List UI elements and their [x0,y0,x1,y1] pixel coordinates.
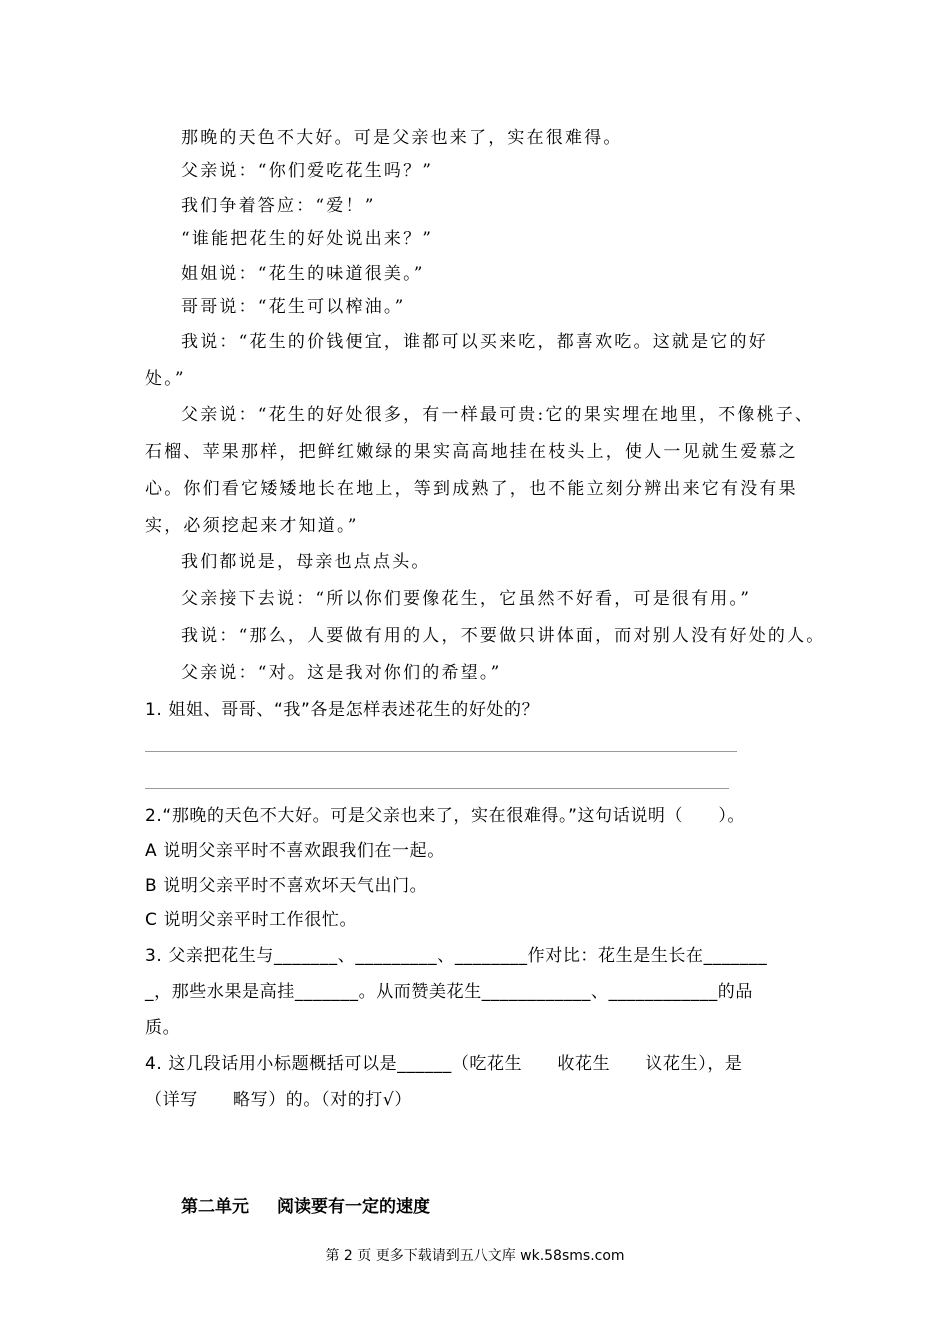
question-3: 3. 父亲把花生与_______、_________、________作对比：花生是生长在_______ [145,946,768,966]
unit-label: 第二单元 [181,1197,249,1217]
passage-line: 我们都说是，母亲也点点头。 [181,552,431,572]
passage-line: 姐姐说：“花生的味道很美。” [181,264,425,284]
passage-line: 处。” [145,369,186,389]
question-4: 4. 这几段话用小标题概括可以是______（吃花生 收花生 议花生），是 [145,1054,743,1074]
passage-line: “谁能把花生的好处说出来？” [181,229,434,249]
passage-line: 父亲说：“你们爱吃花生吗？” [181,161,434,181]
question-2: 2.“那晚的天色不大好。可是父亲也来了，实在很难得。”这句话说明（ ）。 [145,806,746,826]
answer-line[interactable] [145,751,737,752]
passage-line: 实，必须挖起来才知道。” [145,516,359,536]
passage-line: 父亲接下去说：“所以你们要像花生，它虽然不好看，可是很有用。” [181,589,752,609]
passage-line: 父亲说：“花生的好处很多，有一样最可贵:它的果实埋在地里，不像桃子、 [181,405,815,425]
section-heading [181,1192,430,1217]
option-c: C 说明父亲平时工作很忙。 [145,910,358,930]
passage-line: 我说：“那么，人要做有用的人，不要做只讲体面，而对别人没有好处的人。 [181,626,826,646]
option-a: A 说明父亲平时不喜欢跟我们在一起。 [145,841,445,861]
passage-line: 心。你们看它矮矮地长在地上，等到成熟了，也不能立刻分辨出来它有没有果 [145,479,798,499]
passage-line: 石榴、苹果那样，把鲜红嫩绿的果实高高地挂在枝头上，使人一见就生爱慕之 [145,442,798,462]
question-3-cont: 质。 [145,1018,181,1038]
passage-line: 父亲说：“对。这是我对你们的希望。” [181,663,502,683]
passage-line: 哥哥说：“花生可以榨油。” [181,297,406,317]
question-4-cont: （详写 略写）的。（对的打√） [145,1090,412,1110]
option-b: B 说明父亲平时不喜欢坏天气出门。 [145,876,428,896]
passage-line: 那晚的天色不大好。可是父亲也来了，实在很难得。 [181,128,623,148]
unit-title: 阅读要有一定的速度 [277,1197,430,1217]
question-3-cont: _，那些水果是高挂_______。从而赞美花生____________、____________的品 [145,982,753,1002]
question-1: 1. 姐姐、哥哥、“我”各是怎样表述花生的好处的？ [145,700,540,720]
passage-line: 我说：“花生的价钱便宜，谁都可以买来吃，都喜欢吃。这就是它的好 [181,332,768,352]
passage-line: 我们争着答应：“爱！” [181,196,376,216]
answer-line[interactable] [145,788,729,789]
page-footer: 第 2 页 更多下载请到五八文库 wk.58sms.com [325,1248,625,1264]
